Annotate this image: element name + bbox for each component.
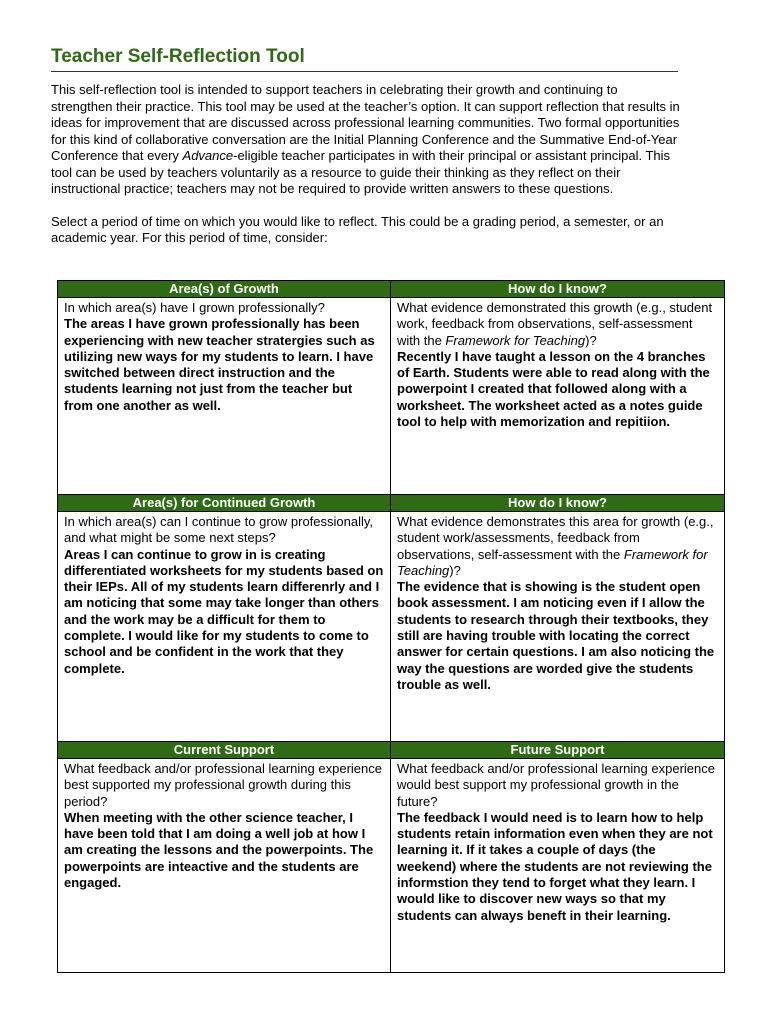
- support-header-row: [58, 742, 725, 759]
- answer-text: The evidence that is showing is the student open book assessment. I am noticing even if I allow the students to research through their textbooks, they still are having trouble with locating the correct answer for certain questions. I am also noticing the way the questions are worded give the students trouble as well.: [397, 579, 715, 692]
- continued-evidence-cell[interactable]: [391, 512, 725, 742]
- how-do-i-know-header: How do I know?: [391, 281, 725, 298]
- growth-header-row: [58, 281, 725, 298]
- areas-of-growth-header: Area(s) of Growth: [58, 281, 391, 298]
- growth-row: [58, 298, 725, 495]
- support-row: [58, 759, 725, 973]
- intro-paragraph-2: Select a period of time on which you would like to reflect. This could be a grading period, a semester, or an academic year. For this period of time, consider:: [51, 213, 664, 245]
- intro-paragraph-1: This self-reflection tool is intended to support teachers in celebrating their growth and continuing to strengthen their practice. This tool may be used at the teacher’s option. It can support reflection that results in ideas for improvement that are discussed across professional learning communities. Two formal opportunities for this kind of collaborative conversation are the Initial Planning Conference and the Summative End-of-Year Conference that every Advance-eligible teacher participates in with their principal or assistant principal. This tool can be used by teachers voluntarily as a resource to guide their thinking as they reflect on their instructional practice; teachers may not be required to provide written answers to these questions.: [51, 82, 680, 196]
- answer-text: When meeting with the other science teacher, I have been told that I am doing a well job at how I am creating the lessons and the powerpoints. The powerpoints are inteactive and the students are engaged.: [64, 809, 374, 891]
- question-text: What evidence demonstrated this growth (e.g., student work, feedback from observations, self-assessment with the Framework for Teaching)?: [397, 300, 713, 348]
- page-title: Teacher Self-Reflection Tool: [51, 46, 305, 67]
- future-support-cell[interactable]: [391, 759, 725, 973]
- future-support-header: Future Support: [391, 742, 725, 759]
- intro-text: [51, 82, 681, 247]
- continued-row: [58, 512, 725, 742]
- continued-growth-header: Area(s) for Continued Growth: [58, 495, 391, 512]
- question-text: What feedback and/or professional learning experience would best support my professional growth in the future?: [397, 761, 715, 809]
- how-do-i-know-header: How do I know?: [391, 495, 725, 512]
- question-text: What evidence demonstrates this area for growth (e.g., student work/assessments, feedback from observations, self-assessment with the Framework for Teaching)?: [397, 514, 714, 578]
- continued-growth-cell[interactable]: [58, 512, 391, 742]
- title-rule: [51, 71, 678, 72]
- areas-of-growth-cell[interactable]: [58, 298, 391, 495]
- question-text: In which area(s) have I grown professionally?: [64, 300, 325, 315]
- answer-text: Recently I have taught a lesson on the 4 branches of Earth. Students were able to read along with the powerpoint I created that followed along with a worksheet. The worksheet acted as a notes guide tool to help with memorization and repitiion.: [397, 348, 710, 430]
- reflection-table: [57, 280, 725, 973]
- answer-text: The areas I have grown professionally has been experiencing with new teacher stratergies such as utilizing new ways for my students to learn. I have switched between direct instruction and the students learning not just from the teacher but from one another as well.: [64, 316, 375, 413]
- answer-text: The feedback I would need is to learn how to help students retain information even when they are not learning it. If it takes a couple of days (the weekend) where the students are not reviewing the informstion they tend to forget what they learn. I would like to discover new ways so that my students can always beneft in their learning.: [397, 809, 713, 923]
- current-support-header: Current Support: [58, 742, 391, 759]
- document-page: [51, 44, 727, 247]
- growth-evidence-cell[interactable]: [391, 298, 725, 495]
- question-text: In which area(s) can I continue to grow professionally, and what might be some next steps?: [64, 514, 374, 546]
- question-text: What feedback and/or professional learning experience best supported my professional growth during this period?: [64, 761, 382, 809]
- answer-text: Areas I can continue to grow in is creating differentiated worksheets for my students based on their IEPs. All of my students learn differenrly and I am noticing that some may take longer than others and the work may be a difficult for them to complete. I would like for my students to come to school and be confident in the work that they complete.: [64, 546, 384, 676]
- current-support-cell[interactable]: [58, 759, 391, 973]
- continued-header-row: [58, 495, 725, 512]
